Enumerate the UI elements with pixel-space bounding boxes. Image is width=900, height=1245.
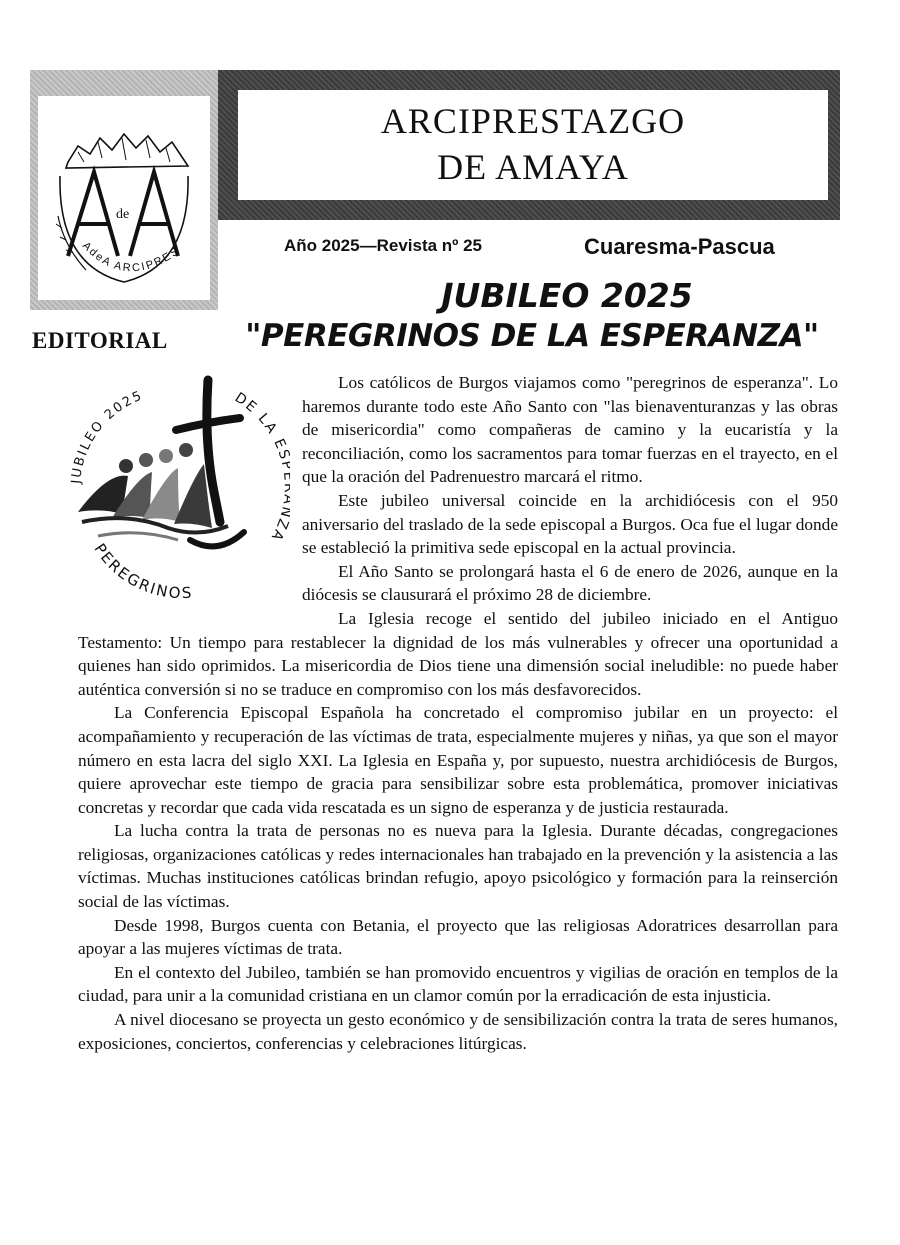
emblem-text-top: JUBILEO 2025 [68, 388, 146, 485]
paragraph-8: En el contexto del Jubileo, también se han promovido encuentros y vigilias de oración en templos de la ciudad, para unir a la comunidad cristiana en un clamor común por la erradicación de esta injusticia. [78, 962, 838, 1006]
logo-arc-text: AdeA ARCIPRES [79, 239, 183, 275]
emblem-text-wrap [78, 371, 302, 607]
jubilee-title-line-2: "PEREGRINOS DE LA ESPERANZA" [245, 318, 819, 354]
paragraph-4: La Iglesia recoge el sentido del jubileo iniciado en el Antiguo Testamento: Un tiempo para restablecer la dignidad de los más vulnerables y ofrecer una oportunidad a quienes han sido oprimidos. La misericordia de Dios tiene una dimensión social ineludible: no puede haber auténtica conversión si no se traduce en compromiso con los más desfavorecidos. [78, 608, 838, 699]
logo-frame [30, 70, 218, 310]
paragraph-6: La lucha contra la trata de personas no es nueva para la Iglesia. Durante décadas, congregaciones religiosas, organizaciones católicas y redes internacionales han trabajado en la prevención y la asistencia a las víctimas. Muchas instituciones católicas brindan refugio, apoyo psicológico y formación para la reinserción social de las víctimas. [78, 821, 838, 912]
svg-text:de: de [116, 207, 130, 222]
archpriest-logo [38, 96, 210, 300]
title-line-1: ARCIPRESTAZGO [380, 101, 686, 141]
paragraph-3: El Año Santo se prolongará hasta el 6 de enero de 2026, aunque en la diócesis se clausurará el próximo 28 de diciembre. [302, 561, 838, 605]
jubilee-headline [232, 276, 832, 356]
paragraph-2: Este jubileo universal coincide en la archidiócesis con el 950 aniversario del traslado de la sede episcopal a Burgos. Oca fue el lugar donde se estableció la primitiva sede episcopal en la actual provincia. [302, 490, 838, 558]
issue-number: Año 2025—Revista nº 25 [284, 236, 483, 255]
paragraph-5: La Conferencia Episcopal Española ha concretado el compromiso jubilar en un proyecto: el acompañamiento y recuperación de las víctimas de trata, especialmente mujeres y niñas, ya que son el mayor número en esta lacra del siglo XXI. La Iglesia en España y, por supuesto, nuestra archidiócesis de Burgos, quiere aprovechar este tiempo de gracia para sensibilizar sobre esta problemática, promover iniciativas concretas y recordar que cada vida rescatada es un signo de esperanza y de justicia restaurada. [78, 703, 838, 817]
title-line-2: DE AMAYA [437, 147, 629, 187]
paragraph-7: Desde 1998, Burgos cuenta con Betania, el proyecto que las religiosas Adoratrices desarrollan para apoyar a las mujeres víctimas de trata. [78, 915, 838, 959]
jubilee-title-line-1: JUBILEO 2025 [441, 276, 693, 315]
emblem-text-right: DE LA E ZA [231, 389, 290, 545]
emblem-text-bottom: PEREGRINOS [90, 540, 194, 603]
paragraph-9: A nivel diocesano se proyecta un gesto económico y de sensibilización contra la trata de seres humanos, exposiciones, conciertos, conferencias y celebraciones litúrgicas. [78, 1010, 838, 1053]
editorial-body [78, 371, 838, 1055]
season-label: Cuaresma-Pascua [584, 234, 775, 259]
paragraph-1: Los católicos de Burgos viajamos como "peregrinos de esperanza". Lo haremos durante todo este Año Santo con "las bienaventuranzas y las obras de misericordia" como compañeras de camino y la eucaristía y la reconciliación, como los sacramentos para tomar fuerzas en el trayecto, en el que la oración del Padrenuestro marcará el ritmo. [302, 373, 838, 487]
section-label-editorial: EDITORIAL [32, 328, 168, 353]
publication-title [238, 90, 828, 200]
